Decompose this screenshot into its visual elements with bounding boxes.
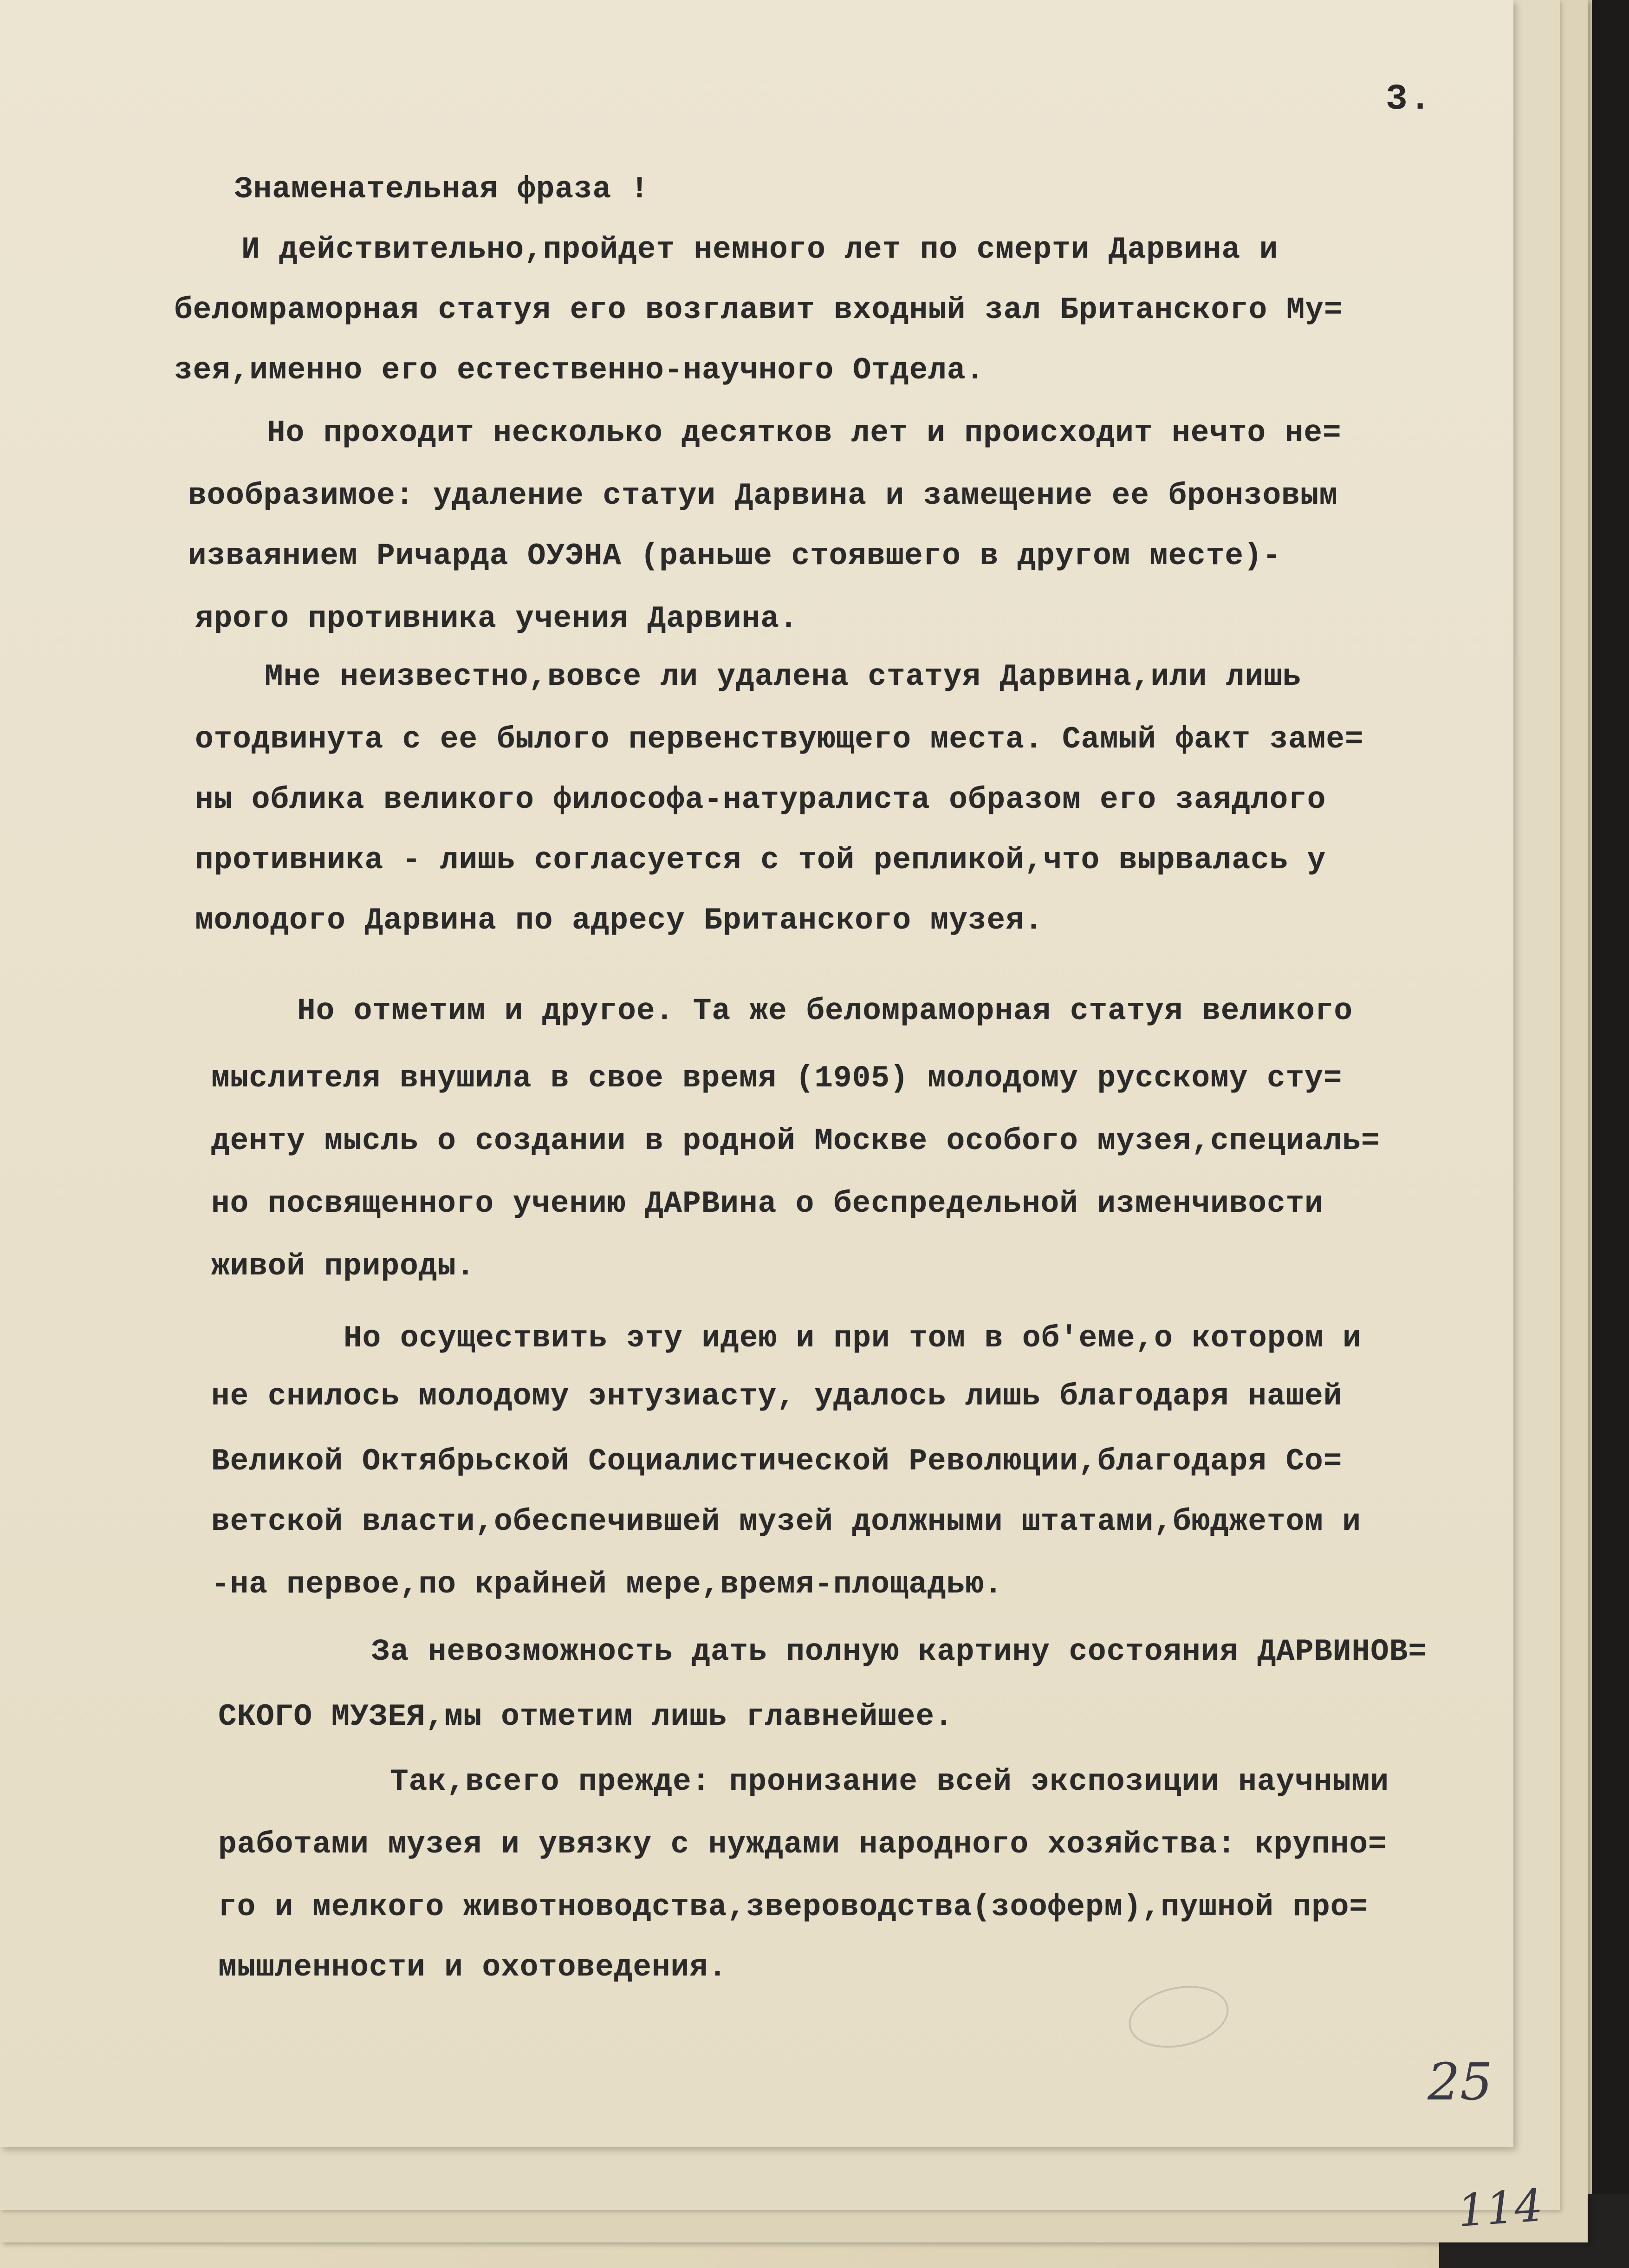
text-line: Но осуществить эту идею и при том в об'еме,о котором и <box>344 1321 1362 1356</box>
text-line: Мне неизвестно,вовсе ли удалена статуя Дарвина,или лишь <box>265 659 1302 694</box>
page-number: 3. <box>1386 79 1433 120</box>
handwritten-folio-number: 25 <box>1428 2052 1493 2112</box>
dark-edge <box>1592 0 1629 2268</box>
text-line: изваянием Ричарда ОУЭНА (раньше стоявшего в другом месте)- <box>188 539 1282 573</box>
text-line: не снилось молодому энтузиасту, удалось лишь благодаря нашей <box>211 1379 1343 1414</box>
text-line: беломраморная статуя его возглавит входный зал Британского Му= <box>174 292 1343 327</box>
text-line: ярого противника учения Дарвина. <box>195 601 798 636</box>
text-line: го и мелкого животноводства,звероводства(зооферм),пушной про= <box>218 1890 1368 1924</box>
text-line: И действительно,пройдет немного лет по смерти Дарвина и <box>241 232 1279 267</box>
text-line: СКОГО МУЗЕЯ,мы отметим лишь главнейшее. <box>218 1699 954 1734</box>
text-line: Но отметим и другое. Та же беломраморная статуя великого <box>297 994 1353 1028</box>
text-line: ны облика великого философа-натуралиста образом его заядлого <box>195 782 1326 817</box>
text-line: мыслителя внушила в свое время (1905) молодому русскому сту= <box>211 1061 1343 1096</box>
text-line: Великой Октябрьской Социалистической Революции,благодаря Со= <box>211 1444 1343 1479</box>
text-line: противника - лишь согласуется с той репликой,что вырвалась у <box>195 843 1326 877</box>
handwritten-archive-number: 114 <box>1456 2179 1545 2237</box>
text-line: -на первое,по крайней мере,время-площадью. <box>211 1567 1003 1602</box>
text-line: мышленности и охотоведения. <box>218 1950 727 1985</box>
faint-stamp <box>1123 1977 1234 2057</box>
text-line: отодвинута с ее былого первенствующего места. Самый факт заме= <box>195 722 1364 757</box>
text-line: Так,всего прежде: пронизание всей экспозиции научными <box>390 1764 1389 1799</box>
text-line: но посвященного учению ДАРВина о беспредельной изменчивости <box>211 1186 1324 1221</box>
text-line: За невозможность дать полную картину состояния ДАРВИНОВ= <box>371 1634 1427 1669</box>
text-line: молодого Дарвина по адресу Британского музея. <box>195 903 1044 938</box>
text-line: живой природы. <box>211 1249 475 1284</box>
text-line: работами музея и увязку с нуждами народного хозяйства: крупно= <box>218 1827 1387 1862</box>
text-line: зея,именно его естественно-научного Отдела. <box>174 353 985 388</box>
text-line: ветской власти,обеспечившей музей должными штатами,бюджетом и <box>211 1504 1361 1539</box>
text-line: Знаменательная фраза ! <box>234 172 649 207</box>
text-line: Но проходит несколько десятков лет и происходит нечто не= <box>267 416 1342 450</box>
text-line: вообразимое: удаление статуи Дарвина и замещение ее бронзовым <box>188 478 1338 513</box>
text-line: денту мысль о создании в родной Москве особого музея,специаль= <box>211 1124 1380 1158</box>
